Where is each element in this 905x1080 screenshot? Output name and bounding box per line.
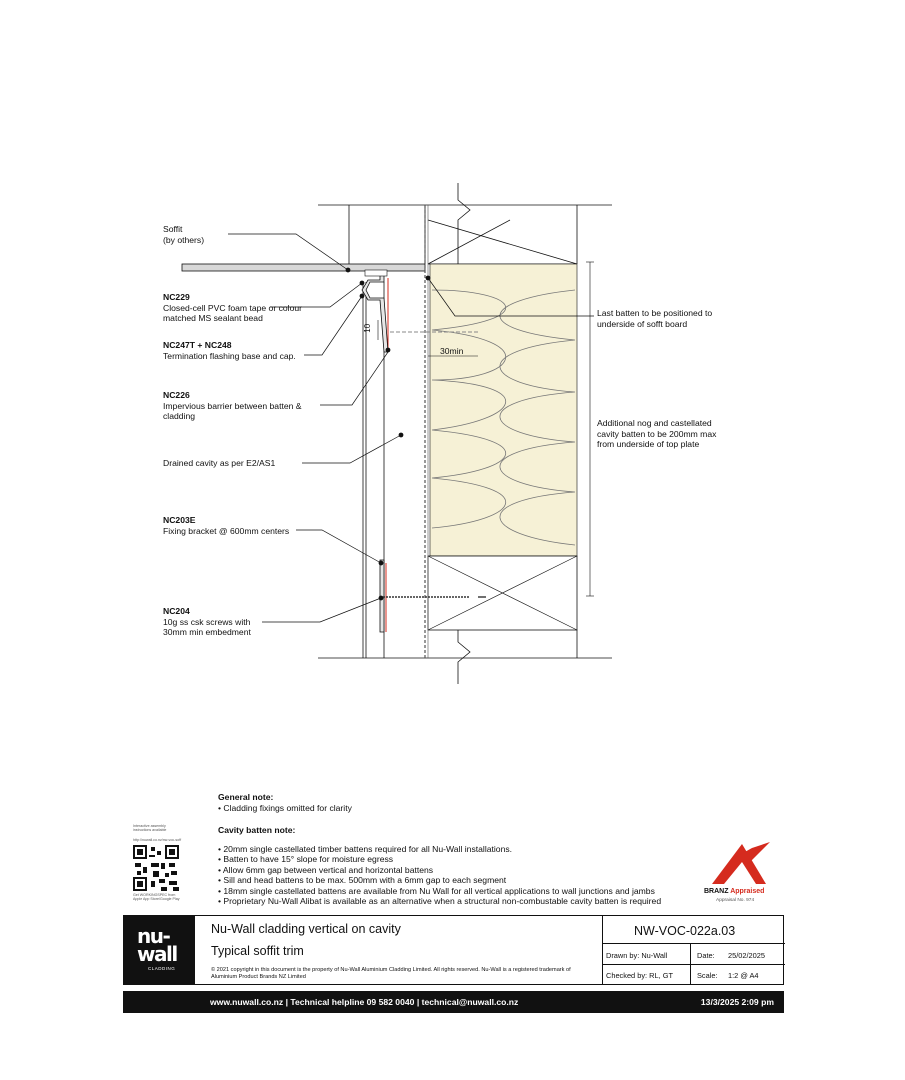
nuwall-logo xyxy=(124,916,195,984)
general-note-heading: General note: xyxy=(218,792,274,802)
divider xyxy=(602,943,785,944)
qr-url: http://nuwall.co.nz/nw-voc-soff xyxy=(133,838,182,843)
cavity-note-heading: Cavity batten note: xyxy=(218,825,296,835)
copyright-notice: © 2021 copyright in this document is the property of Nu-Wall Aluminium Cladding Limited. All rights reserved. Nu-Wall is a registered trademark of Aluminium Product Brands NZ Limited xyxy=(211,967,571,980)
label-nc229-line1: Closed-cell PVC foam tape or colour xyxy=(163,302,302,313)
label-nc204-line1: 10g ss csk screws with xyxy=(163,616,251,627)
scale-label: Scale: xyxy=(697,971,718,980)
label-soffit xyxy=(163,224,204,245)
divider xyxy=(690,943,691,984)
drawn-by: Drawn by: Nu-Wall xyxy=(606,951,668,960)
branz-appraised-badge xyxy=(700,840,776,906)
qr-caption-top: Interactive assembly instructions available xyxy=(133,824,167,833)
label-nc204-line2: 30mm min embedment xyxy=(163,627,251,637)
cavity-note-item: • Proprietary Nu-Wall Alibat is available as an alternative when a structural non-combustable cavity batten is required xyxy=(218,896,662,906)
label-additional-nog xyxy=(597,418,716,450)
label-nc229 xyxy=(163,292,302,324)
label-nc226-line1: Impervious barrier between batten & xyxy=(163,400,302,411)
soffit-board xyxy=(182,264,425,271)
label-nc229-line2: matched MS sealant bead xyxy=(163,313,263,323)
label-last-batten xyxy=(597,308,712,329)
footer-bar xyxy=(123,991,784,1013)
cavity-note-item: • Batten to have 15° slope for moisture egress xyxy=(218,854,394,864)
branz-text xyxy=(704,888,764,895)
dimension-10: 10 xyxy=(363,323,373,333)
label-last-batten-line1: Last batten to be positioned to xyxy=(597,308,713,318)
cavity-note-item: • Allow 6mm gap between vertical and horizontal battens xyxy=(218,864,434,875)
cavity-note-list xyxy=(218,844,661,907)
label-additional-nog-line3: from underside of top plate xyxy=(597,439,700,449)
footer-timestamp: 13/3/2025 2:09 pm xyxy=(700,997,774,1007)
label-nc203e xyxy=(163,515,289,536)
label-cavity xyxy=(163,458,275,469)
label-additional-nog-line2: cavity batten to be 200mm max xyxy=(597,428,717,439)
label-nc203e-line1: Fixing bracket @ 600mm centers xyxy=(163,525,290,536)
label-nc247 xyxy=(163,340,296,361)
branz-brand: BRANZ xyxy=(704,888,729,895)
label-nc203e-code: NC203E xyxy=(163,515,196,525)
label-nc247-line1: Termination flashing base and cap. xyxy=(163,350,296,361)
date-value: 25/02/2025 xyxy=(728,951,765,960)
cavity-note-item: • 20mm single castellated timber battens required for all Nu-Wall installations. xyxy=(218,843,513,854)
label-nc226 xyxy=(163,390,302,422)
label-nc247-code: NC247T + NC248 xyxy=(163,340,232,350)
label-nc204 xyxy=(163,606,251,638)
drawing-title: Nu-Wall cladding vertical on cavity xyxy=(211,922,401,936)
divider xyxy=(602,916,603,984)
general-note-item: • Cladding fixings omitted for clarity xyxy=(218,802,352,813)
label-nc226-code: NC226 xyxy=(163,390,190,400)
label-soffit-line2: (by others) xyxy=(163,234,205,245)
cavity-note-item: • 18mm single castellated battens are available from Nu Wall for all vertical applications to wall junctions and jambs xyxy=(218,885,655,896)
logo-wall: wall xyxy=(137,942,177,966)
label-soffit-line1: Soffit xyxy=(163,224,183,234)
divider xyxy=(602,964,785,965)
qr-panel xyxy=(133,824,183,901)
qr-code-icon[interactable] xyxy=(133,845,179,891)
footer-contact[interactable]: www.nuwall.co.nz | Technical helpline 09 582 0040 | technical@nuwall.co.nz xyxy=(210,997,519,1007)
notes-block xyxy=(218,792,661,907)
logo-cladding: CLADDING xyxy=(148,966,176,971)
drawing-code: NW-VOC-022a.03 xyxy=(634,924,736,938)
checked-by: Checked by: RL, GT xyxy=(606,971,673,980)
label-last-batten-line2: underside of sofft board xyxy=(597,318,688,329)
top-framing xyxy=(318,183,612,264)
label-nc229-code: NC229 xyxy=(163,292,190,302)
label-nc226-line2: cladding xyxy=(163,411,196,421)
date-label: Date: xyxy=(697,951,715,960)
dimension-30min: 30min xyxy=(440,346,464,356)
qr-caption-bottom: Get WORKINGSPEC from Apple App Store/Google Play xyxy=(133,892,180,901)
drawing-subtitle: Typical soffit trim xyxy=(211,944,304,958)
label-nc204-code: NC204 xyxy=(163,606,190,616)
title-block xyxy=(123,915,784,985)
label-additional-nog-line1: Additional nog and castellated xyxy=(597,418,712,428)
cavity-note-item: • Sill and head battens to be max. 500mm with a 6mm gap to each segment xyxy=(218,875,507,885)
branz-logo-icon xyxy=(704,840,774,886)
general-note-list xyxy=(218,803,661,814)
label-cavity-line1: Drained cavity as per E2/AS1 xyxy=(163,458,276,468)
scale-value: 1:2 @ A4 xyxy=(728,971,759,980)
branz-appraised: Appraised xyxy=(730,888,765,895)
branz-appraisal-number: Appraisal No. 974 xyxy=(716,898,755,903)
logo-nu: nu- xyxy=(137,924,170,948)
